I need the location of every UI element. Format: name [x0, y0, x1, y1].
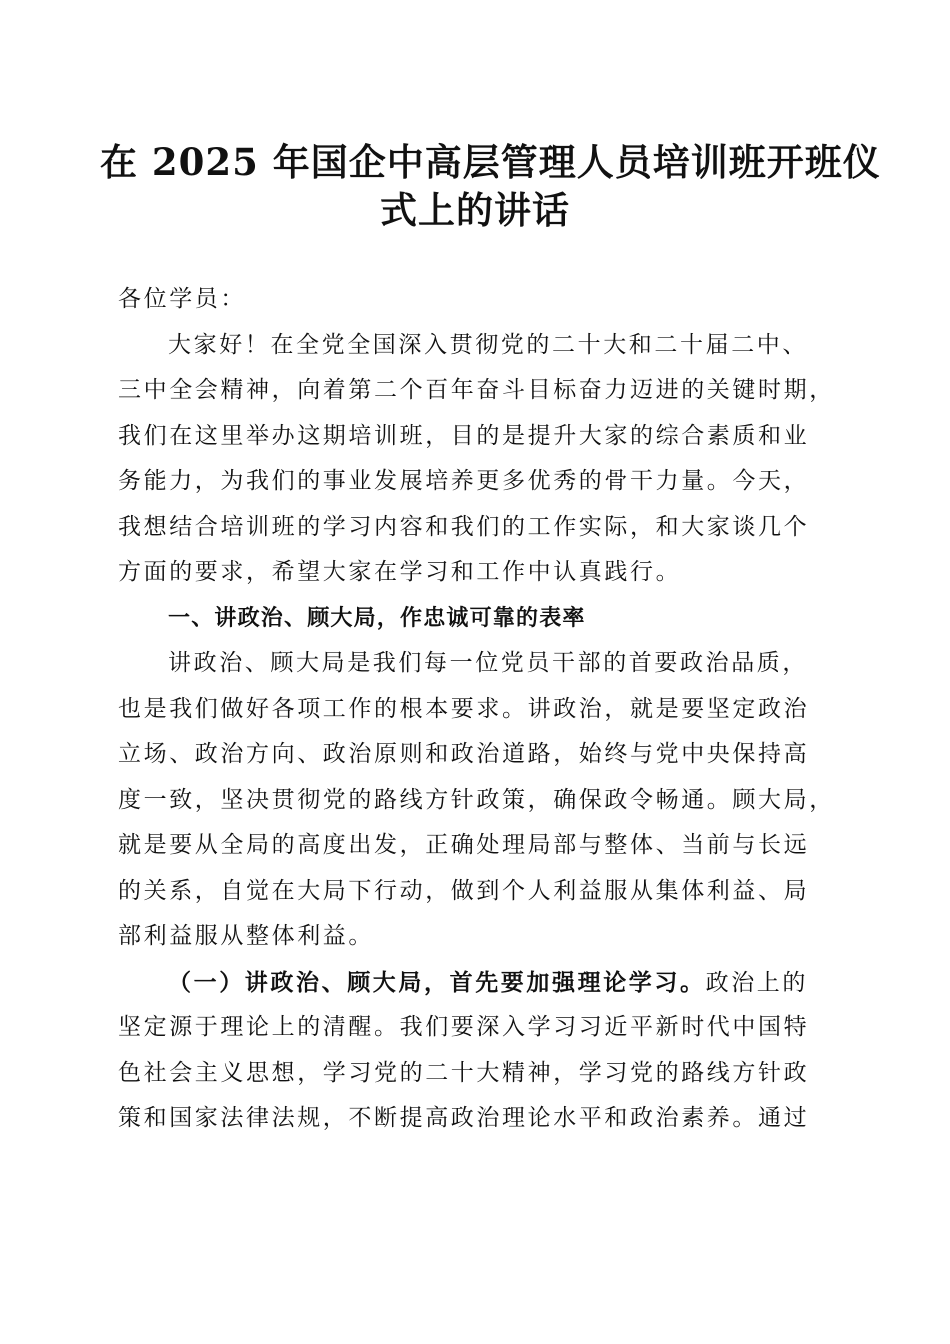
subsection-heading: （一）讲政治、顾大局，首先要加强理论学习。	[168, 968, 706, 996]
document-title	[100, 138, 881, 234]
paragraph-line: 也是我们做好各项工作的根本要求。讲政治，就是要坚定政治	[118, 695, 810, 722]
paragraph-line: 我们在这里举办这期培训班，目的是提升大家的综合素质和业	[118, 422, 810, 449]
paragraph-line: 务能力，为我们的事业发展培养更多优秀的骨干力量。今天，	[118, 468, 810, 494]
paragraph-line: 讲政治、顾大局是我们每一位党员干部的首要政治品质，	[168, 650, 808, 676]
document-body	[118, 277, 838, 1142]
title-line-2: 式上的讲话	[380, 188, 570, 232]
salutation: 各位学员：	[118, 286, 246, 312]
paragraph-line: 我想结合培训班的学习内容和我们的工作实际，和大家谈几个	[118, 513, 810, 540]
paragraph-3	[118, 960, 838, 1142]
paragraph-1	[118, 323, 838, 596]
paragraph-2	[118, 641, 838, 960]
paragraph-line: 部利益服从整体利益。	[118, 923, 374, 949]
paragraph-line	[118, 960, 838, 1006]
paragraph-line: 方面的要求，希望大家在学习和工作中认真践行。	[118, 559, 682, 585]
paragraph-line: 的关系，自觉在大局下行动，做到个人利益服从集体利益、局	[118, 877, 810, 904]
paragraph-line: 坚定源于理论上的清醒。我们要深入学习习近平新时代中国特	[118, 1014, 810, 1040]
paragraph-line: 度一致，坚决贯彻党的路线方针政策，确保政令畅通。顾大局，	[118, 786, 835, 813]
paragraph-line: 大家好！在全党全国深入贯彻党的二十大和二十届二中、	[168, 331, 808, 358]
paragraph-line: 就是要从全局的高度出发，正确处理局部与整体、当前与长远	[118, 832, 810, 858]
title-line-1: 在 2025 年国企中高层管理人员培训班开班仪	[100, 140, 881, 184]
paragraph-text: 政治上的	[705, 969, 809, 996]
section-heading-1: 一、讲政治、顾大局，作忠诚可靠的表率	[168, 605, 586, 631]
paragraph-line: 立场、政治方向、政治原则和政治道路，始终与党中央保持高	[118, 741, 810, 767]
paragraph-line: 色社会主义思想，学习党的二十大精神，学习党的路线方针政	[118, 1059, 810, 1086]
paragraph-line: 策和国家法律法规，不断提高政治理论水平和政治素养。通过	[118, 1105, 810, 1131]
paragraph-line: 三中全会精神，向着第二个百年奋斗目标奋力迈进的关键时期，	[118, 377, 835, 403]
